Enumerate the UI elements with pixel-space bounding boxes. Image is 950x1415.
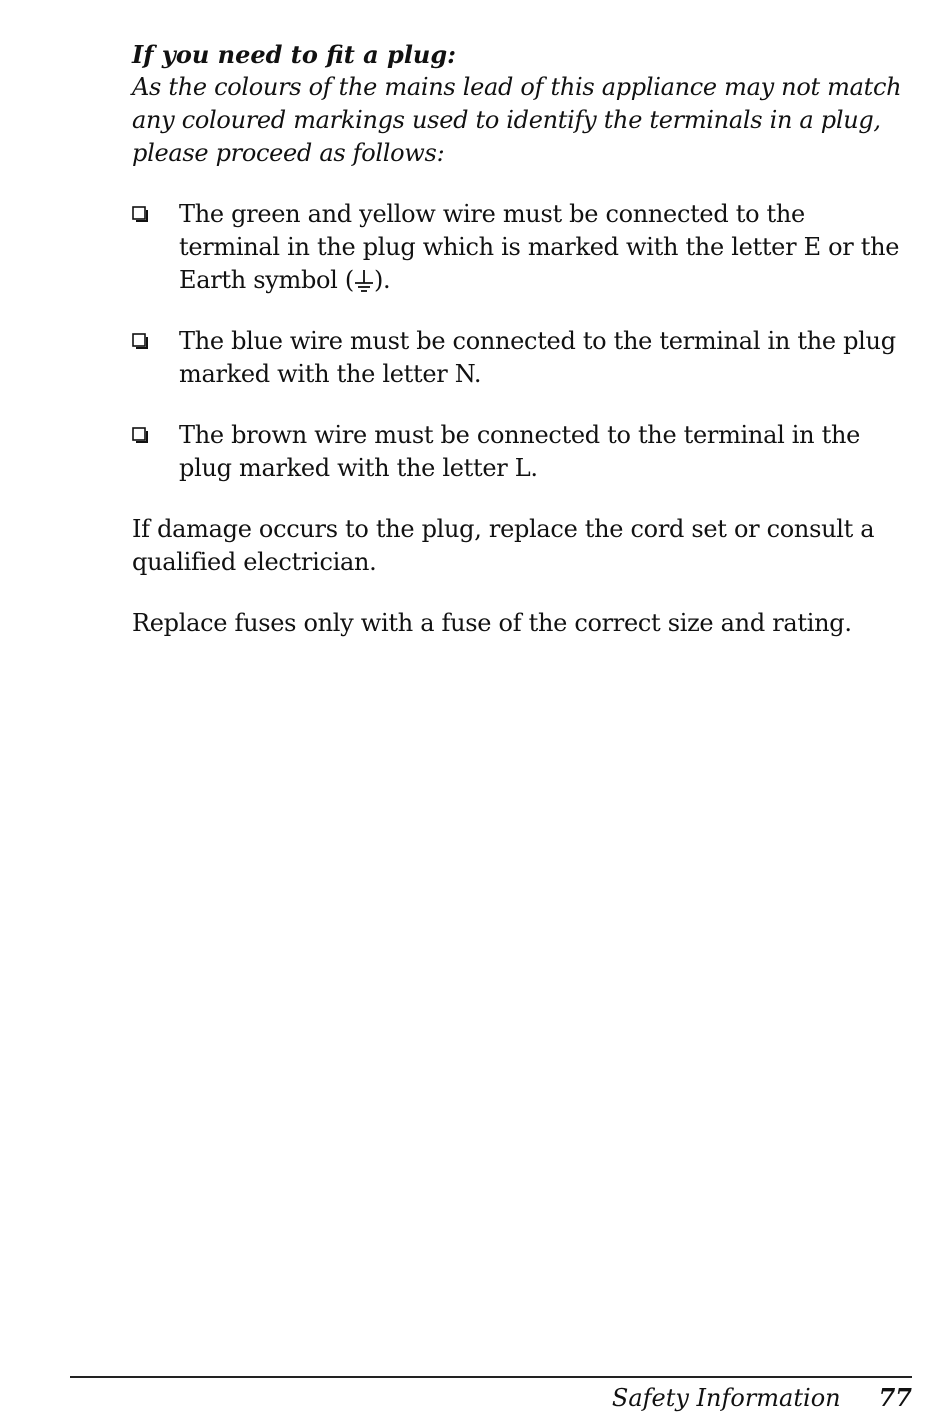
list-item-text-after: ). [373, 266, 391, 294]
list-item [132, 325, 912, 391]
list-item [132, 419, 912, 485]
list-item [132, 198, 912, 297]
page-number: 77 [878, 1383, 912, 1412]
footer-section-title: Safety Information [611, 1384, 841, 1412]
section-heading: If you need to fit a plug: [132, 40, 457, 69]
list-item-text-before: The green and yellow wire must be connected to the terminal in the plug which is marked with the letter E or the Earth symbol ( [179, 200, 900, 294]
page-content [132, 38, 912, 668]
fuse-paragraph: Replace fuses only with a fuse of the correct size and rating. [132, 609, 852, 637]
list-item-text: The blue wire must be connected to the terminal in the plug marked with the letter N. [179, 327, 896, 388]
earth-ground-icon [354, 268, 374, 294]
page-footer [612, 1382, 912, 1414]
checkbox-bullet-icon [132, 427, 149, 444]
damage-paragraph: If damage occurs to the plug, replace the cord set or consult a qualified electrician. [132, 515, 875, 576]
intro-text: As the colours of the mains lead of this appliance may not match any coloured markings used to identify the terminals in a plug, please proceed as follows: [132, 73, 902, 167]
checkbox-bullet-icon [132, 206, 149, 223]
checkbox-bullet-icon [132, 333, 149, 350]
footer-divider [70, 1376, 912, 1378]
bullet-list [132, 198, 912, 485]
list-item-text: The brown wire must be connected to the terminal in the plug marked with the letter L. [179, 421, 861, 482]
